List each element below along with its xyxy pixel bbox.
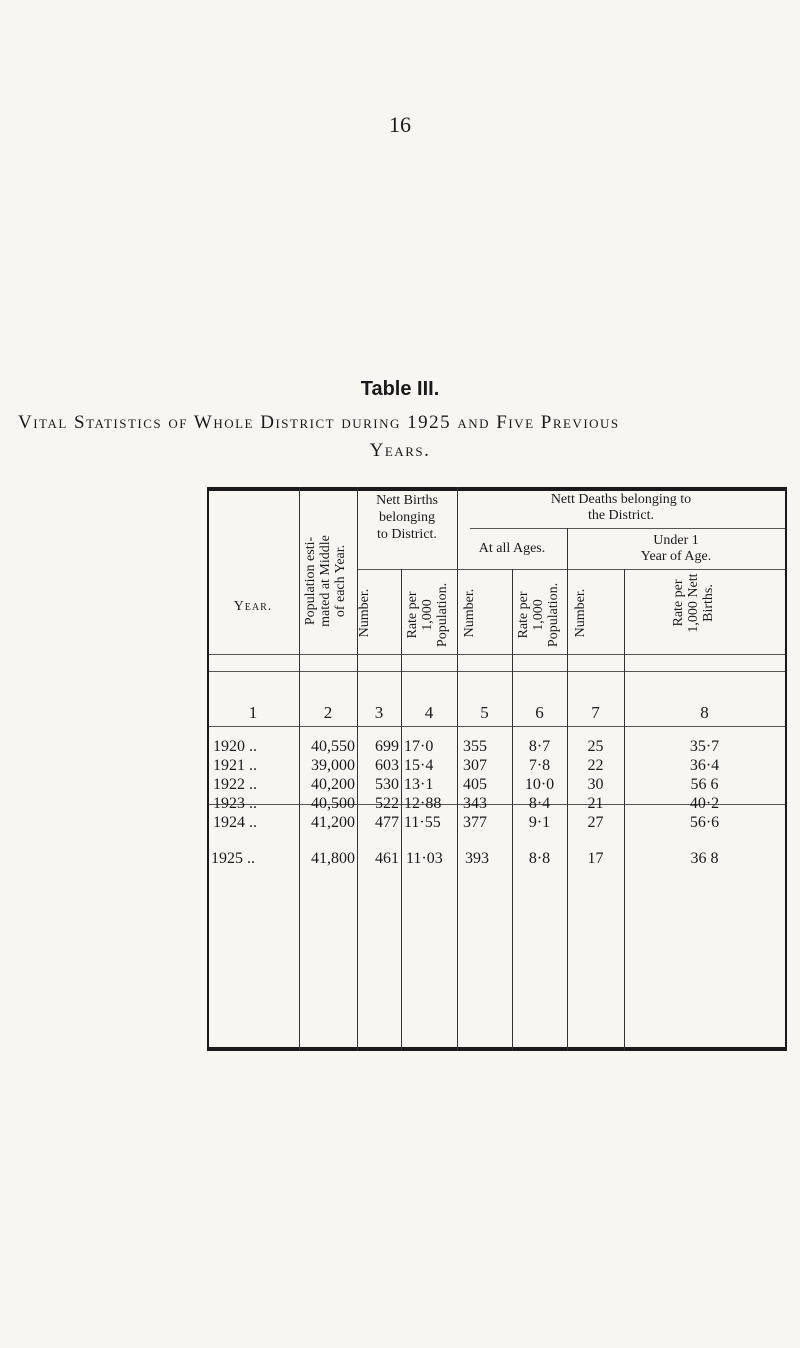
column-number: 2 <box>323 703 333 722</box>
infant-rate-cell: 36 8 <box>690 850 719 867</box>
infant-number-cell: 21 <box>587 795 604 812</box>
births-rate-cell: 12·88 <box>404 795 442 812</box>
infant-number-cell: 25 <box>587 738 604 755</box>
infant-number-cell: 27 <box>587 814 604 831</box>
deaths-rate-cell: 8·8 <box>528 850 551 867</box>
infant-rate-cell: 35·7 <box>689 738 720 755</box>
population-cell: 41,800 <box>311 850 355 867</box>
year-cell: 1923 .. <box>213 795 257 812</box>
deaths-rate-cell: 9·1 <box>528 814 551 831</box>
population-cell: 40,200 <box>311 776 355 793</box>
population-cell: 41,200 <box>311 814 355 831</box>
year-header: Year. <box>233 599 273 614</box>
table-subtitle-continued: Years. <box>369 440 431 461</box>
population-cell: 40,550 <box>311 738 355 755</box>
column-number: 1 <box>248 703 258 722</box>
deaths-number-cell: 393 <box>465 850 489 867</box>
infant-rate-cell: 56·6 <box>689 814 720 831</box>
deaths-rate-cell: 7·8 <box>528 757 551 774</box>
deaths-rate-cell: 10·0 <box>524 776 555 793</box>
column-number: 7 <box>591 703 600 722</box>
column-divider <box>457 487 458 1051</box>
deaths-number-cell: 377 <box>463 814 487 831</box>
births-rate-cell: 17·0 <box>404 738 434 755</box>
deaths-number-cell: 405 <box>463 776 487 793</box>
year-cell: 1921 .. <box>213 757 257 774</box>
table-subtitle: Vital Statistics of Whole District during 1925 and Five Previous <box>18 412 620 433</box>
body-top-rule <box>207 726 787 727</box>
table-top-border <box>207 487 787 491</box>
deaths-group-rule <box>470 528 787 529</box>
infant-number-cell: 22 <box>587 757 604 774</box>
page-number: 16 <box>389 112 411 137</box>
births-group-header: Nett Births belonging to District. <box>376 493 438 542</box>
column-number: 6 <box>535 703 544 722</box>
births-number-cell: 530 <box>375 776 399 793</box>
year-cell: 1924 .. <box>213 814 257 831</box>
births-number-cell: 699 <box>375 738 399 755</box>
infant-rate-cell: 36·4 <box>689 757 720 774</box>
table-title: Table III. <box>360 378 440 400</box>
deaths-number-cell: 343 <box>463 795 487 812</box>
deaths-rate-cell: 8·7 <box>528 738 551 755</box>
infant-rate-cell: 40·2 <box>689 795 720 812</box>
column-divider <box>401 569 402 1051</box>
population-header: Population esti- mated at Middle of each Year. <box>303 535 348 627</box>
births-number-cell: 461 <box>375 850 399 867</box>
births-rate-cell: 13·1 <box>404 776 434 793</box>
births-number-header: Number. <box>357 588 372 638</box>
header-bottom-rule <box>207 654 787 655</box>
column-number-rule <box>207 671 787 672</box>
births-rate-header: Rate per 1,000 Population. <box>405 582 450 648</box>
column-number: 4 <box>424 703 434 722</box>
births-number-cell: 477 <box>375 814 399 831</box>
under-1-header: Under 1 Year of Age. <box>640 533 712 564</box>
table-bottom-border <box>207 1047 787 1051</box>
deaths-rate-cell: 8·4 <box>528 795 551 812</box>
infant-rate-cell: 56 6 <box>690 776 719 793</box>
vital-statistics-table <box>207 487 787 1051</box>
deaths-number-header: Number. <box>462 588 477 638</box>
deaths-number-cell: 355 <box>463 738 487 755</box>
births-rate-cell: 15·4 <box>404 757 434 774</box>
column-number: 5 <box>480 703 489 722</box>
year-cell: 1920 .. <box>213 738 257 755</box>
column-number: 3 <box>374 703 384 722</box>
births-rate-cell: 11·55 <box>404 814 441 831</box>
table-right-border <box>785 487 787 1051</box>
population-cell: 40,500 <box>311 795 355 812</box>
deaths-group-header: Nett Deaths belonging to the District. <box>550 492 692 523</box>
at-all-ages-header: At all Ages. <box>478 541 546 556</box>
year-cell: 1925 .. <box>211 850 255 867</box>
infant-number-cell: 17 <box>587 850 604 867</box>
population-cell: 39,000 <box>311 757 355 774</box>
births-rate-cell: 11·03 <box>406 850 443 867</box>
births-number-cell: 522 <box>375 795 399 812</box>
infant-number-cell: 30 <box>587 776 604 793</box>
deaths-rate-header: Rate per 1,000 Population. <box>516 582 561 648</box>
column-number: 8 <box>700 703 709 722</box>
deaths-number-cell: 307 <box>463 757 487 774</box>
year-cell: 1922 .. <box>213 776 257 793</box>
births-number-cell: 603 <box>375 757 399 774</box>
infant-number-header: Number. <box>573 588 588 638</box>
infant-rate-header: Rate per 1,000 Nett Births. <box>671 573 716 633</box>
